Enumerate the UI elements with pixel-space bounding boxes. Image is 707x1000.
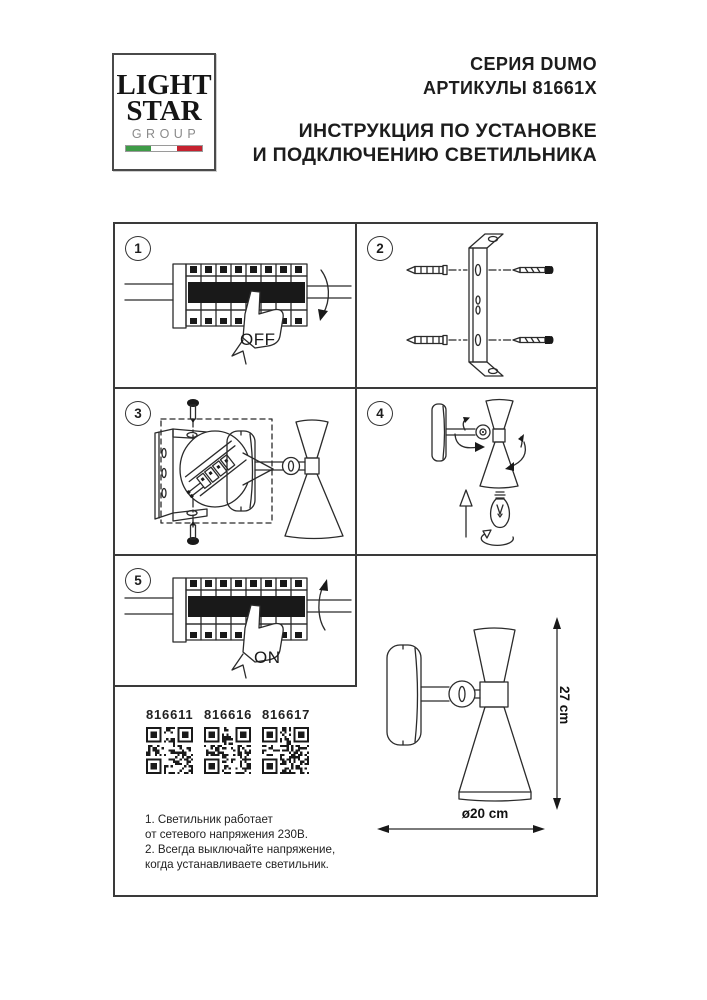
on-label: ON (254, 648, 281, 667)
qr-code (262, 727, 309, 774)
divider-row3-left (115, 685, 357, 687)
article-code: 816617 (262, 707, 311, 722)
step-5-panel (115, 556, 355, 685)
logo-word-light: LIGHT (116, 69, 212, 101)
bracket-screws-figure (357, 224, 600, 387)
step-4-number: 4 (367, 401, 393, 426)
step-3-number: 3 (125, 401, 151, 426)
article-code: 816611 (146, 707, 194, 722)
instruction-title-line2: И ПОДКЛЮЧЕНИЮ СВЕТИЛЬНИКА (252, 143, 597, 166)
diameter-dimension-label: ø20 cm (461, 806, 509, 821)
adjust-and-bulb-figure (357, 389, 600, 554)
step-4-panel (357, 389, 600, 554)
height-dimension-label: 27 cm (557, 686, 572, 725)
header-instruction-title (253, 120, 597, 167)
note-line: когда устанавливаете светильник. (145, 858, 329, 871)
wall-anchor-icon (407, 266, 467, 345)
article-code: 816616 (204, 707, 253, 722)
italian-flag-icon (125, 145, 203, 152)
screw-icon (489, 266, 554, 344)
step-5-number: 5 (125, 568, 151, 593)
wiring-assembly-figure (115, 389, 355, 554)
qr-code (204, 727, 251, 774)
off-label: OFF (240, 330, 276, 349)
note-line: 1. Светильник работает (145, 813, 273, 826)
note-line: 2. Всегда выключайте напряжение, (145, 843, 336, 856)
circuit-breaker-on-figure (115, 566, 355, 685)
flag-green (126, 146, 151, 151)
logo-word-star: STAR (126, 95, 202, 127)
series-title: СЕРИЯ DUMO (470, 54, 597, 74)
step-1-panel (115, 224, 355, 387)
circuit-breaker-off-figure (115, 252, 355, 374)
step-2-panel (357, 224, 600, 387)
note-line: от сетевого напряжения 230В. (145, 828, 308, 841)
logo-word-group: GROUP (131, 127, 201, 141)
safety-notes (145, 812, 335, 872)
lightstar-logo (112, 53, 216, 171)
articles-title: АРТИКУЛЫ 81661X (423, 78, 597, 98)
dimension-drawing (372, 602, 600, 862)
header-series-block (423, 52, 597, 100)
step-3-panel (115, 389, 355, 554)
qr-code (146, 727, 193, 774)
flag-red (177, 146, 202, 151)
instruction-grid (113, 222, 598, 897)
instruction-title-line1: ИНСТРУКЦИЯ ПО УСТАНОВКЕ (298, 120, 597, 142)
flag-white (151, 146, 176, 151)
step-1-number: 1 (125, 236, 151, 261)
bulb-icon (491, 492, 510, 528)
step-2-number: 2 (367, 236, 393, 261)
